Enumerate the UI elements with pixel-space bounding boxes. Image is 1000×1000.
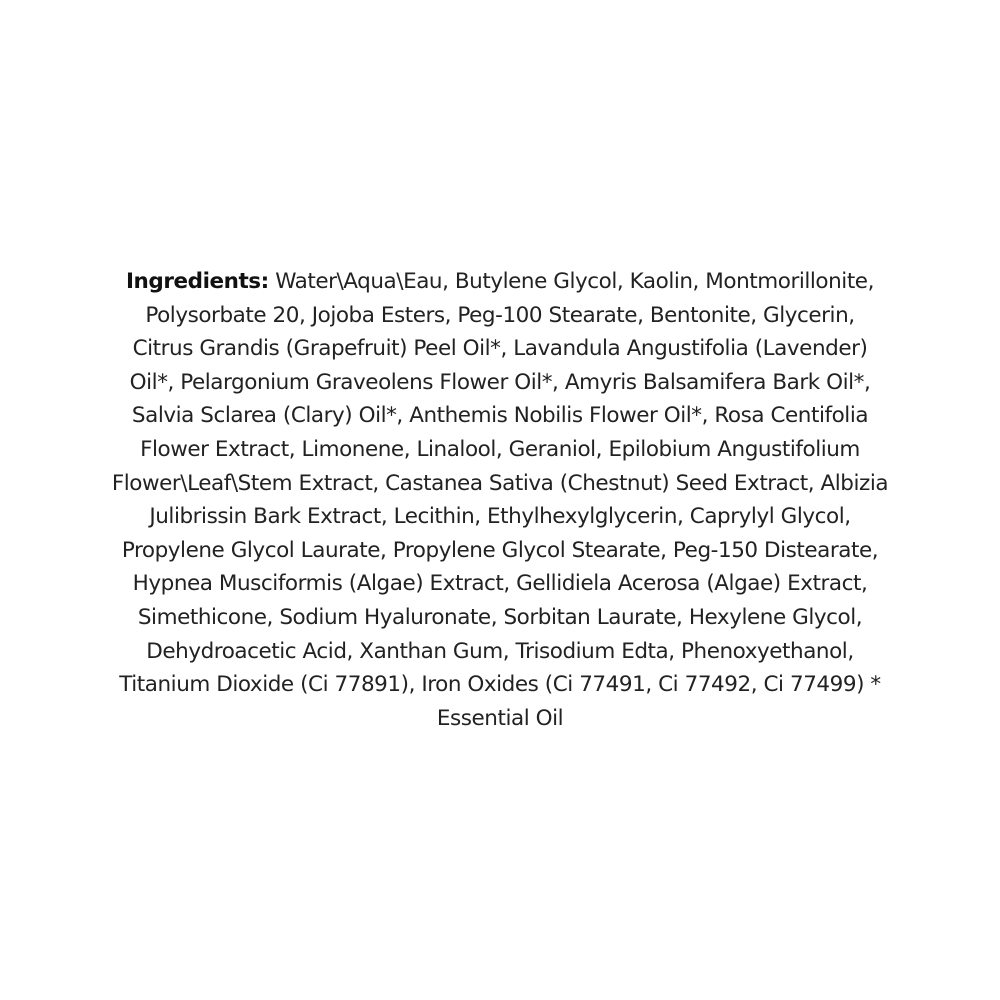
ingredients-list (90, 265, 910, 735)
ingredients-line: Salvia Sclarea (Clary) Oil*, Anthemis Nobilis Flower Oil*, Rosa Centifolia (131, 403, 869, 429)
ingredients-line: Titanium Dioxide (Ci 77891), Iron Oxides (Ci 77491, Ci 77492, Ci 77499) * (119, 672, 881, 698)
ingredients-line: Dehydroacetic Acid, Xanthan Gum, Trisodium Edta, Phenoxyethanol, (146, 638, 854, 664)
ingredients-line: Polysorbate 20, Jojoba Esters, Peg-100 Stearate, Bentonite, Glycerin, (145, 302, 855, 328)
ingredients-heading: Ingredients: (126, 269, 269, 294)
ingredients-line: Citrus Grandis (Grapefruit) Peel Oil*, Lavandula Angustifolia (Lavender) (132, 336, 868, 362)
ingredients-line: Oil*, Pelargonium Graveolens Flower Oil*, Amyris Balsamifera Bark Oil*, (129, 369, 871, 395)
ingredients-line: Simethicone, Sodium Hyaluronate, Sorbitan Laurate, Hexylene Glycol, (137, 604, 863, 630)
ingredients-line-last: Essential Oil (436, 705, 564, 731)
ingredients-line-1-text: Water\Aqua\Eau, Butylene Glycol, Kaolin, Montmorillonite, (268, 269, 874, 294)
ingredients-line-1 (90, 265, 910, 299)
ingredients-line: Hypnea Musciformis (Algae) Extract, Gellidiela Acerosa (Algae) Extract, (132, 571, 868, 597)
ingredients-line: Julibrissin Bark Extract, Lecithin, Ethylhexylglycerin, Caprylyl Glycol, (149, 504, 851, 530)
ingredients-line: Flower\Leaf\Stem Extract, Castanea Sativa (Chestnut) Seed Extract, Albizia (111, 470, 889, 496)
ingredients-line: Propylene Glycol Laurate, Propylene Glycol Stearate, Peg-150 Distearate, (121, 537, 879, 563)
ingredients-line: Flower Extract, Limonene, Linalool, Geraniol, Epilobium Angustifolium (140, 436, 860, 462)
